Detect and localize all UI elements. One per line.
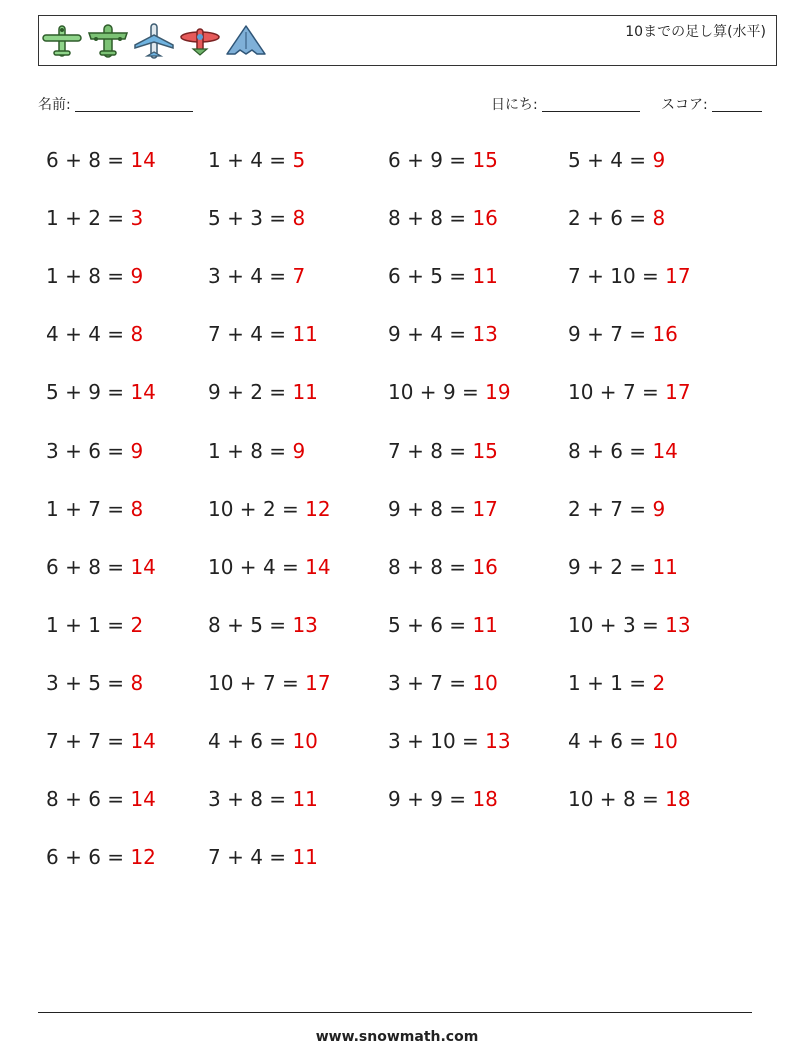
addend-a: 6	[46, 148, 59, 172]
problem: 4 + 6 = 10	[208, 729, 318, 753]
addend-a: 10	[208, 670, 234, 695]
footer-divider	[38, 1012, 752, 1013]
answer: 9	[652, 148, 666, 172]
addend-b: 5	[430, 264, 443, 289]
problem: 9 + 2 = 11	[568, 554, 678, 579]
score-label: スコア:	[661, 97, 708, 113]
answer: 8	[130, 670, 144, 695]
problem: 7 + 4 = 11	[208, 845, 318, 870]
addend-a: 5	[568, 148, 581, 172]
problem: 3 + 7 = 10	[388, 670, 498, 695]
addend-a: 9	[388, 787, 401, 812]
problem: 6 + 9 = 15	[388, 148, 498, 172]
addend-b: 2	[610, 554, 623, 579]
problem: 1 + 1 = 2	[46, 612, 144, 637]
answer: 11	[472, 612, 498, 637]
addend-a: 6	[388, 264, 401, 289]
addend-b: 6	[430, 612, 443, 637]
answer: 11	[292, 787, 318, 812]
addend-b: 4	[250, 845, 263, 870]
addend-b: 7	[88, 496, 101, 521]
addend-b: 7	[430, 670, 443, 695]
worksheet-title: 10までの足し算(水平)	[625, 24, 766, 40]
problem: 4 + 6 = 10	[568, 729, 678, 753]
problem: 4 + 4 = 8	[46, 322, 144, 347]
name-label: 名前:	[38, 97, 71, 113]
addend-b: 7	[622, 380, 636, 405]
addend-b: 9	[430, 148, 443, 172]
addend-b: 4	[430, 322, 443, 347]
addend-a: 8	[208, 612, 221, 637]
answer: 16	[652, 322, 678, 347]
problem: 1 + 4 = 5	[208, 148, 306, 172]
answer: 11	[652, 554, 678, 579]
answer: 11	[472, 264, 498, 289]
problem: 10 + 2 = 12	[208, 496, 331, 521]
addend-a: 9	[568, 554, 581, 579]
answer: 8	[652, 206, 666, 231]
problem: 10 + 9 = 19	[388, 380, 511, 405]
problem: 5 + 6 = 11	[388, 612, 498, 637]
problem: 1 + 1 = 2	[568, 670, 666, 695]
problem: 8 + 6 = 14	[568, 438, 678, 463]
answer: 13	[485, 729, 511, 753]
addend-b: 9	[442, 380, 456, 405]
answer: 17	[305, 670, 331, 695]
problem: 7 + 7 = 14	[46, 729, 156, 753]
problem: 7 + 10 = 17	[568, 264, 691, 289]
answer: 14	[652, 438, 678, 463]
addend-a: 1	[46, 612, 59, 637]
problem: 9 + 9 = 18	[388, 787, 498, 812]
answer: 10	[472, 670, 498, 695]
answer: 10	[652, 729, 678, 753]
addend-b: 3	[250, 206, 263, 231]
addend-a: 6	[46, 554, 59, 579]
problem: 8 + 8 = 16	[388, 554, 498, 579]
problem: 10 + 8 = 18	[568, 787, 691, 812]
problem: 9 + 7 = 16	[568, 322, 678, 347]
addend-a: 1	[46, 206, 59, 231]
addend-b: 6	[88, 787, 101, 812]
answer: 14	[130, 380, 156, 405]
answer: 14	[130, 148, 156, 172]
answer: 9	[652, 496, 666, 521]
problem: 3 + 4 = 7	[208, 264, 306, 289]
addend-b: 7	[610, 496, 623, 521]
answer: 17	[472, 496, 498, 521]
problem: 6 + 8 = 14	[46, 554, 156, 579]
addend-a: 10	[388, 380, 414, 405]
problem: 10 + 7 = 17	[208, 670, 331, 695]
addend-a: 10	[568, 380, 594, 405]
problem: 2 + 7 = 9	[568, 496, 666, 521]
addend-a: 3	[46, 670, 59, 695]
problem: 7 + 4 = 11	[208, 322, 318, 347]
problem: 5 + 3 = 8	[208, 206, 306, 231]
problem: 2 + 6 = 8	[568, 206, 666, 231]
addend-b: 8	[622, 787, 636, 812]
answer: 3	[130, 206, 144, 231]
addend-a: 8	[568, 438, 581, 463]
answer: 8	[130, 322, 144, 347]
addend-a: 7	[388, 438, 401, 463]
addend-b: 6	[88, 845, 101, 870]
addend-a: 1	[46, 496, 59, 521]
addend-b: 4	[610, 148, 623, 172]
addend-b: 4	[88, 322, 101, 347]
addend-b: 2	[250, 380, 263, 405]
answer: 9	[130, 438, 144, 463]
answer: 14	[305, 554, 331, 579]
answer: 17	[665, 380, 691, 405]
answer: 12	[130, 845, 156, 870]
answer: 14	[130, 787, 156, 812]
addend-a: 5	[46, 380, 59, 405]
addend-a: 5	[388, 612, 401, 637]
addend-b: 2	[88, 206, 101, 231]
answer: 5	[292, 148, 306, 172]
answer: 15	[472, 438, 498, 463]
problem: 10 + 7 = 17	[568, 380, 691, 405]
addend-a: 3	[46, 438, 59, 463]
problem: 7 + 8 = 15	[388, 438, 498, 463]
addend-b: 2	[262, 496, 276, 521]
addend-a: 9	[388, 322, 401, 347]
answer: 11	[292, 322, 318, 347]
addend-b: 8	[430, 438, 443, 463]
addend-b: 8	[430, 206, 443, 231]
addend-a: 10	[208, 496, 234, 521]
problem: 3 + 6 = 9	[46, 438, 144, 463]
addend-b: 8	[88, 554, 101, 579]
answer: 2	[652, 670, 666, 695]
problem: 1 + 8 = 9	[46, 264, 144, 289]
addend-b: 10	[430, 729, 456, 753]
addend-a: 9	[388, 496, 401, 521]
answer: 8	[292, 206, 306, 231]
problem: 10 + 3 = 13	[568, 612, 691, 637]
answer: 15	[472, 148, 498, 172]
answer: 18	[665, 787, 691, 812]
addend-a: 8	[46, 787, 59, 812]
problem: 8 + 8 = 16	[388, 206, 498, 231]
addend-a: 3	[388, 670, 401, 695]
addend-a: 4	[208, 729, 221, 753]
addend-b: 5	[250, 612, 263, 637]
answer: 9	[292, 438, 306, 463]
addend-b: 4	[250, 148, 263, 172]
answer: 11	[292, 845, 318, 870]
addend-a: 8	[388, 206, 401, 231]
addend-a: 6	[388, 148, 401, 172]
addend-b: 8	[250, 787, 263, 812]
addend-b: 8	[250, 438, 263, 463]
addend-a: 7	[46, 729, 59, 753]
answer: 13	[292, 612, 318, 637]
addend-b: 10	[610, 264, 636, 289]
addend-b: 1	[88, 612, 101, 637]
addend-a: 9	[568, 322, 581, 347]
addend-a: 7	[568, 264, 581, 289]
problem: 9 + 2 = 11	[208, 380, 318, 405]
addend-a: 3	[208, 787, 221, 812]
problem: 6 + 8 = 14	[46, 148, 156, 172]
addend-b: 6	[610, 438, 623, 463]
addend-b: 1	[610, 670, 623, 695]
answer: 8	[130, 496, 144, 521]
addend-a: 2	[568, 496, 581, 521]
problem: 6 + 5 = 11	[388, 264, 498, 289]
problem: 5 + 4 = 9	[568, 148, 666, 172]
answer: 16	[472, 554, 498, 579]
addend-b: 6	[610, 206, 623, 231]
problem: 5 + 9 = 14	[46, 380, 156, 405]
addend-a: 2	[568, 206, 581, 231]
addend-b: 6	[250, 729, 263, 753]
addend-b: 9	[430, 787, 443, 812]
addend-b: 4	[250, 322, 263, 347]
addend-b: 7	[262, 670, 276, 695]
answer: 13	[665, 612, 691, 637]
answer: 16	[472, 206, 498, 231]
addend-b: 3	[622, 612, 636, 637]
addend-b: 4	[262, 554, 276, 579]
problem: 3 + 5 = 8	[46, 670, 144, 695]
addend-a: 10	[568, 612, 594, 637]
addend-b: 4	[250, 264, 263, 289]
answer: 2	[130, 612, 144, 637]
addend-a: 4	[568, 729, 581, 753]
addend-a: 6	[46, 845, 59, 870]
addend-b: 7	[610, 322, 623, 347]
answer: 19	[485, 380, 511, 405]
addend-a: 10	[208, 554, 234, 579]
problem: 1 + 8 = 9	[208, 438, 306, 463]
answer: 13	[472, 322, 498, 347]
addend-b: 8	[430, 554, 443, 579]
problem: 9 + 8 = 17	[388, 496, 498, 521]
addend-b: 8	[430, 496, 443, 521]
addend-a: 7	[208, 322, 221, 347]
answer: 7	[292, 264, 306, 289]
addend-b: 8	[88, 148, 101, 172]
problem: 1 + 2 = 3	[46, 206, 144, 231]
addend-a: 10	[568, 787, 594, 812]
problem: 1 + 7 = 8	[46, 496, 144, 521]
problem: 3 + 8 = 11	[208, 787, 318, 812]
addend-a: 4	[46, 322, 59, 347]
addend-a: 1	[208, 438, 221, 463]
problem: 8 + 5 = 13	[208, 612, 318, 637]
addend-a: 5	[208, 206, 221, 231]
addend-a: 1	[46, 264, 59, 289]
footer-url: www.snowmath.com	[315, 1029, 479, 1045]
addend-a: 3	[388, 729, 401, 753]
addend-a: 8	[388, 554, 401, 579]
answer: 11	[292, 380, 318, 405]
date-label: 日にち:	[491, 97, 538, 113]
answer: 9	[130, 264, 144, 289]
answer: 12	[305, 496, 331, 521]
problem: 8 + 6 = 14	[46, 787, 156, 812]
answer: 14	[130, 729, 156, 753]
addend-b: 9	[88, 380, 101, 405]
problem: 9 + 4 = 13	[388, 322, 498, 347]
addend-a: 7	[208, 845, 221, 870]
addend-a: 9	[208, 380, 221, 405]
problem: 10 + 4 = 14	[208, 554, 331, 579]
answer: 10	[292, 729, 318, 753]
addend-a: 1	[568, 670, 581, 695]
problem: 6 + 6 = 12	[46, 845, 156, 870]
addend-a: 1	[208, 148, 221, 172]
addend-b: 6	[88, 438, 101, 463]
answer: 18	[472, 787, 498, 812]
addend-b: 6	[610, 729, 623, 753]
answer: 14	[130, 554, 156, 579]
answer: 17	[665, 264, 691, 289]
addend-b: 8	[88, 264, 101, 289]
problem: 3 + 10 = 13	[388, 729, 511, 753]
addend-a: 3	[208, 264, 221, 289]
addend-b: 5	[88, 670, 101, 695]
addend-b: 7	[88, 729, 101, 753]
